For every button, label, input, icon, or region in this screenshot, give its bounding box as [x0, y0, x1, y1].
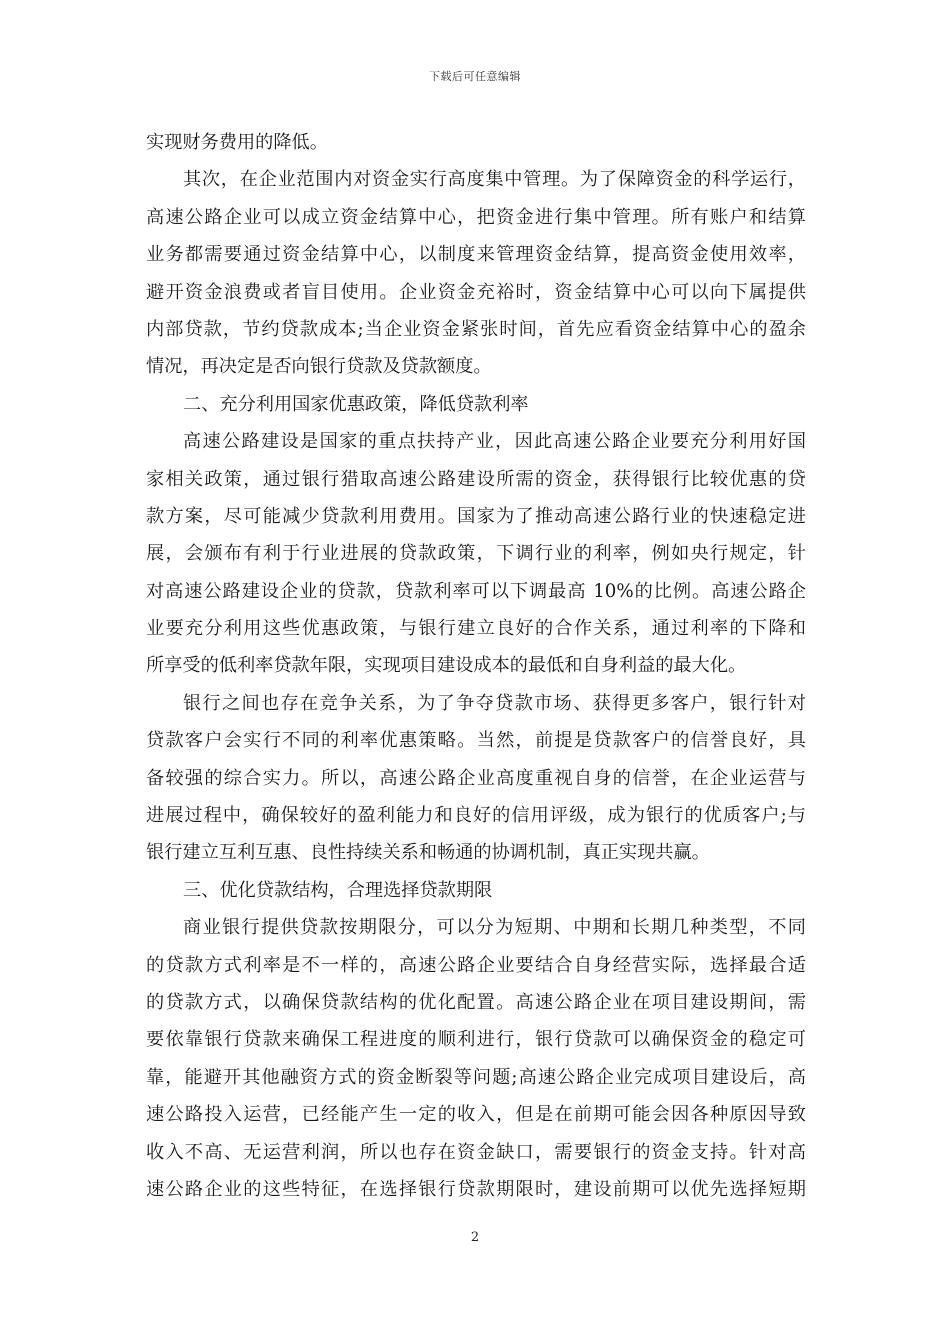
text-line: 备较强的综合实力。所以，高速公路企业高度重视自身的信誉，在企业运营与: [146, 767, 806, 789]
text-line: 对高速公路建设企业的贷款，贷款利率可以下调最高 10%的比例。高速公路企: [146, 580, 806, 602]
text-line: 速公路企业的这些特征，在选择银行贷款期限时，建设前期可以优先选择短期: [146, 1178, 806, 1200]
text-line: 三、优化贷款结构，合理选择贷款期限: [183, 879, 493, 901]
text-line: 高速公路企业可以成立资金结算中心，把资金进行集中管理。所有账户和结算: [146, 206, 806, 228]
text-line: 展，会颁布有利于行业进展的贷款政策，下调行业的利率，例如央行规定，针: [146, 543, 806, 565]
text-line: 业要充分利用这些优惠政策，与银行建立良好的合作关系，通过利率的下降和: [146, 618, 806, 640]
text-line: 所享受的低利率贷款年限，实现项目建设成本的最低和自身利益的最大化。: [146, 655, 747, 677]
text-line: 其次，在企业范围内对资金实行高度集中管理。为了保障资金的科学运行，: [183, 169, 806, 191]
text-line: 要依靠银行贷款来确保工程进度的顺利进行，银行贷款可以确保资金的稳定可: [146, 1029, 806, 1051]
text-line: 的贷款方式利率是不一样的，高速公路企业要结合自身经营实际，选择最合适: [146, 954, 806, 976]
text-line: 实现财务费用的降低。: [146, 132, 328, 153]
text-line: 靠，能避开其他融资方式的资金断裂等问题;高速公路企业完成项目建设后，高: [146, 1066, 806, 1088]
text-line: 商业银行提供贷款按期限分，可以分为短期、中期和长期几种类型，不同: [183, 917, 806, 939]
text-line: 高速公路建设是国家的重点扶持产业，因此高速公路企业要充分利用好国: [183, 431, 806, 453]
page-header: 下载后可任意编辑: [429, 70, 521, 83]
text-line: 业务都需要通过资金结算中心，以制度来管理资金结算，提高资金使用效率，: [146, 244, 806, 266]
text-line: 款方案，尽可能减少贷款利用费用。国家为了推动高速公路行业的快速稳定进: [146, 505, 806, 527]
text-line: 的贷款方式，以确保贷款结构的优化配置。高速公路企业在项目建设期间，需: [146, 991, 806, 1013]
text-line: 银行之间也存在竞争关系，为了争夺贷款市场、获得更多客户，银行针对: [183, 692, 806, 714]
text-line: 二、充分利用国家优惠政策，降低贷款利率: [183, 393, 529, 415]
text-line: 情况，再决定是否向银行贷款及贷款额度。: [146, 356, 492, 378]
body-text: [146, 124, 806, 1208]
page-number: 2: [470, 1230, 480, 1245]
text-line: 贷款客户会实行不同的利率优惠策略。当然，前提是贷款客户的信誉良好，具: [146, 730, 806, 752]
text-line: 速公路投入运营，已经能产生一定的收入，但是在前期可能会因各种原因导致: [146, 1104, 806, 1126]
text-line: 家相关政策，通过银行猎取高速公路建设所需的资金，获得银行比较优惠的贷: [146, 468, 806, 490]
text-line: 内部贷款，节约贷款成本;当企业资金紧张时间，首先应看资金结算中心的盈余: [146, 318, 806, 340]
text-line: 收入不高、无运营利润，所以也存在资金缺口，需要银行的资金支持。针对高: [146, 1141, 806, 1163]
text-line: 避开资金浪费或者盲目使用。企业资金充裕时，资金结算中心可以向下属提供: [146, 281, 806, 303]
text-line: 进展过程中，确保较好的盈利能力和良好的信用评级，成为银行的优质客户;与: [146, 805, 806, 827]
text-line: 银行建立互利互惠、良性持续关系和畅通的协调机制，真正实现共赢。: [146, 842, 710, 864]
